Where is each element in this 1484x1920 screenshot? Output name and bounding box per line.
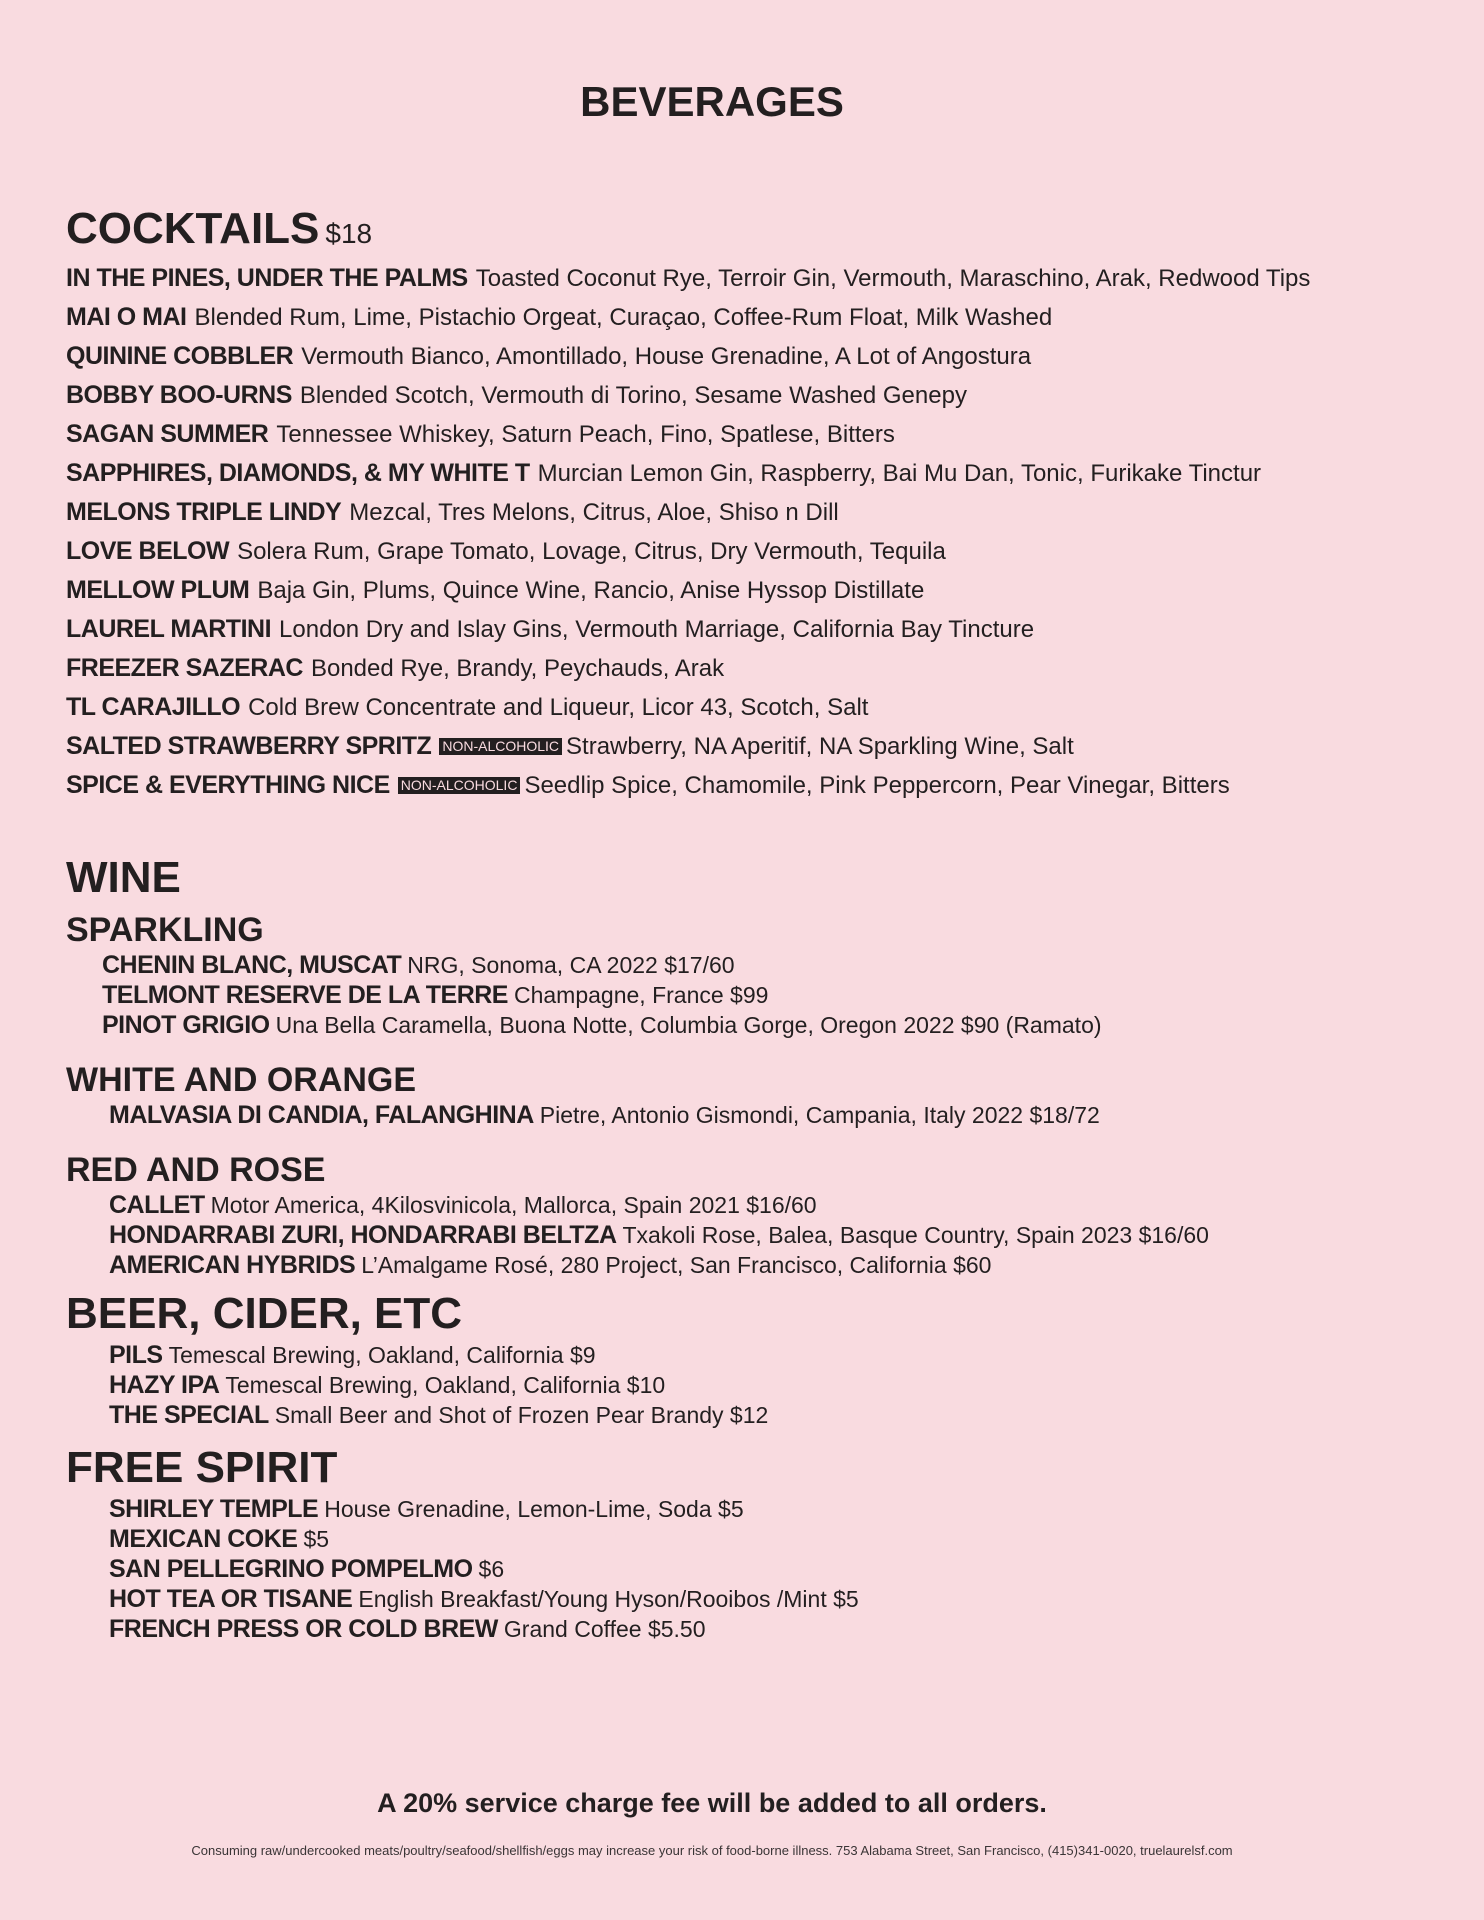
cocktail-desc: Toasted Coconut Rye, Terroir Gin, Vermouth, Maraschino, Arak, Redwood Tips	[475, 265, 1311, 292]
wine-item	[66, 1100, 1466, 1130]
free-spirit-desc: $5	[303, 1526, 330, 1552]
cocktail-desc: Mezcal, Tres Melons, Citrus, Aloe, Shiso n Dill	[349, 499, 839, 526]
cocktail-item	[66, 766, 1466, 805]
page-title: BEVERAGES	[580, 78, 844, 125]
cocktail-desc: Murcian Lemon Gin, Raspberry, Bai Mu Dan, Tonic, Furikake Tinctur	[537, 460, 1262, 487]
cocktail-name: SAPPHIRES, DIAMONDS, & MY WHITE T	[66, 459, 530, 487]
wine-desc: Motor America, 4Kilosvinicola, Mallorca, Spain 2021 $16/60	[210, 1192, 817, 1218]
free-spirit-name: FRENCH PRESS OR COLD BREW	[109, 1615, 498, 1643]
beer-name: HAZY IPA	[109, 1371, 220, 1399]
wine-desc: NRG, Sonoma, CA 2022 $17/60	[407, 952, 735, 978]
wine-item	[66, 950, 1466, 980]
cocktail-item	[66, 376, 1466, 415]
cocktail-name: FREEZER SAZERAC	[66, 654, 303, 682]
cocktail-name: IN THE PINES, UNDER THE PALMS	[66, 264, 468, 292]
free-spirit-item	[66, 1614, 1466, 1644]
cocktail-name: TL CARAJILLO	[66, 693, 241, 721]
free-spirit-name: SHIRLEY TEMPLE	[109, 1495, 319, 1523]
free-spirit-name: HOT TEA OR TISANE	[109, 1585, 353, 1613]
cocktails-heading-label: COCKTAILS	[66, 204, 320, 253]
beer-item	[66, 1370, 1466, 1400]
wine-name: HONDARRABI ZURI, HONDARRABI BELTZA	[109, 1221, 617, 1249]
free-spirit-desc: English Breakfast/Young Hyson/Rooibos /Mint $5	[358, 1586, 859, 1612]
cocktail-item	[66, 454, 1466, 493]
cocktail-desc: Blended Scotch, Vermouth di Torino, Sesame Washed Genepy	[299, 382, 967, 409]
wine-desc: Txakoli Rose, Balea, Basque Country, Spain 2023 $16/60	[622, 1222, 1209, 1248]
wine-name: MALVASIA DI CANDIA, FALANGHINA	[109, 1101, 534, 1129]
free-spirit-item	[66, 1524, 1466, 1554]
free-spirit-desc: $6	[478, 1556, 505, 1582]
beer-item	[66, 1400, 1466, 1430]
wine-item	[66, 1010, 1466, 1040]
wine-heading: WINE	[66, 853, 181, 902]
free-spirit-item	[66, 1584, 1466, 1614]
cocktail-desc: Blended Rum, Lime, Pistachio Orgeat, Curaçao, Coffee-Rum Float, Milk Washed	[194, 304, 1053, 331]
wine-name: TELMONT RESERVE DE LA TERRE	[102, 981, 508, 1009]
cocktail-item	[66, 571, 1466, 610]
cocktail-name: MELLOW PLUM	[66, 576, 250, 604]
cocktail-item	[66, 649, 1466, 688]
free-spirit-heading: FREE SPIRIT	[66, 1443, 338, 1492]
service-charge-note: A 20% service charge fee will be added to all orders.	[377, 1788, 1047, 1818]
wine-desc: Pietre, Antonio Gismondi, Campania, Italy 2022 $18/72	[539, 1102, 1100, 1128]
cocktail-name: MAI O MAI	[66, 303, 187, 331]
cocktail-name: SAGAN SUMMER	[66, 420, 269, 448]
cocktail-name: MELONS TRIPLE LINDY	[66, 498, 342, 526]
cocktail-desc: Seedlip Spice, Chamomile, Pink Peppercorn, Pear Vinegar, Bitters	[524, 772, 1230, 799]
beer-desc: Small Beer and Shot of Frozen Pear Brandy $12	[274, 1402, 769, 1428]
wine-desc: Una Bella Caramella, Buona Notte, Columbia Gorge, Oregon 2022 $90 (Ramato)	[275, 1012, 1102, 1038]
cocktail-desc: Solera Rum, Grape Tomato, Lovage, Citrus, Dry Vermouth, Tequila	[237, 538, 946, 565]
beer-name: PILS	[109, 1341, 163, 1369]
wine-section	[66, 852, 1466, 1644]
beer-name: THE SPECIAL	[109, 1401, 269, 1429]
cocktails-heading	[66, 204, 1466, 259]
beer-item	[66, 1340, 1466, 1370]
wine-item	[66, 1220, 1466, 1250]
wine-item	[66, 980, 1466, 1010]
free-spirit-name: SAN PELLEGRINO POMPELMO	[109, 1555, 473, 1583]
cocktail-desc: Strawberry, NA Aperitif, NA Sparkling Wine, Salt	[566, 733, 1074, 760]
cocktail-item	[66, 610, 1466, 649]
cocktail-desc: London Dry and Islay Gins, Vermouth Marriage, California Bay Tincture	[279, 616, 1035, 643]
cocktail-item	[66, 337, 1466, 376]
cocktail-desc: Bonded Rye, Brandy, Peychauds, Arak	[310, 655, 725, 682]
cocktails-section	[66, 204, 1466, 805]
cocktails-price: $18	[325, 218, 373, 249]
wine-item	[66, 1250, 1466, 1280]
free-spirit-desc: Grand Coffee $5.50	[503, 1616, 706, 1642]
cocktail-desc: Vermouth Bianco, Amontillado, House Grenadine, A Lot of Angostura	[301, 343, 1032, 370]
free-spirit-item	[66, 1554, 1466, 1584]
non-alcoholic-badge: NON-ALCOHOLIC	[439, 738, 562, 755]
wine-name: AMERICAN HYBRIDS	[109, 1251, 356, 1279]
beer-desc: Temescal Brewing, Oakland, California $9	[168, 1342, 596, 1368]
non-alcoholic-badge: NON-ALCOHOLIC	[398, 777, 521, 794]
cocktail-desc: Cold Brew Concentrate and Liqueur, Licor 43, Scotch, Salt	[248, 694, 869, 721]
cocktail-name: QUININE COBBLER	[66, 342, 294, 370]
sparkling-heading: SPARKLING	[66, 911, 264, 949]
cocktail-name: SPICE & EVERYTHING NICE	[66, 771, 390, 799]
beer-desc: Temescal Brewing, Oakland, California $10	[225, 1372, 666, 1398]
wine-desc: L’Amalgame Rosé, 280 Project, San Francisco, California $60	[361, 1252, 992, 1278]
wine-desc: Champagne, France $99	[513, 982, 769, 1008]
red-rose-heading: RED AND ROSE	[66, 1151, 326, 1189]
wine-name: PINOT GRIGIO	[102, 1011, 270, 1039]
free-spirit-desc: House Grenadine, Lemon-Lime, Soda $5	[324, 1496, 744, 1522]
cocktail-name: BOBBY BOO-URNS	[66, 381, 292, 409]
cocktail-item	[66, 727, 1466, 766]
cocktail-item	[66, 532, 1466, 571]
wine-item	[66, 1190, 1466, 1220]
cocktail-item	[66, 493, 1466, 532]
cocktail-name: LOVE BELOW	[66, 537, 230, 565]
cocktail-desc: Tennessee Whiskey, Saturn Peach, Fino, Spatlese, Bitters	[276, 421, 895, 448]
cocktail-item	[66, 259, 1466, 298]
cocktail-name: LAUREL MARTINI	[66, 615, 272, 643]
wine-name: CHENIN BLANC, MUSCAT	[102, 951, 402, 979]
wine-name: CALLET	[109, 1191, 205, 1219]
free-spirit-name: MEXICAN COKE	[109, 1525, 298, 1553]
white-orange-heading: WHITE AND ORANGE	[66, 1061, 417, 1099]
fine-print: Consuming raw/undercooked meats/poultry/seafood/shellfish/eggs may increase your risk of food-borne illness. 753 Alabama Street, San Francisco, (415)341-0020, truelaurelsf.com	[191, 1843, 1233, 1858]
cocktail-item	[66, 415, 1466, 454]
free-spirit-item	[66, 1494, 1466, 1524]
cocktail-item	[66, 688, 1466, 727]
cocktail-desc: Baja Gin, Plums, Quince Wine, Rancio, Anise Hyssop Distillate	[257, 577, 925, 604]
cocktail-name: SALTED STRAWBERRY SPRITZ	[66, 732, 432, 760]
beer-heading: BEER, CIDER, ETC	[66, 1289, 463, 1338]
cocktail-item	[66, 298, 1466, 337]
